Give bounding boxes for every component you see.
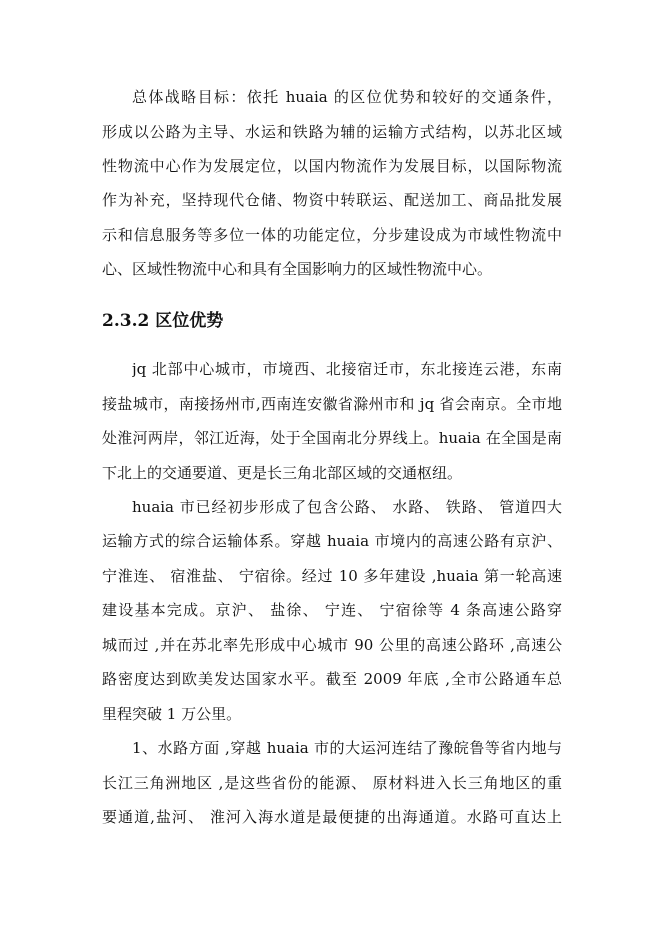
transport-line-6: 路密度达到欧美发达国家水平。截至 2009 年底 ,全市公路通车总 [102, 670, 562, 688]
transport-line-4: 建设基本完成。京沪、 盐徐、 宁连、 宁宿徐等 4 条高速公路穿 [102, 601, 562, 619]
strategy-line-3: 性物流中心作为发展定位，以国内物流作为发展目标，以国际物流 [102, 157, 562, 175]
location-line-3: 处淮河两岸，邻江近海，处于全国南北分界线上。huaia 在全国是南 [102, 429, 562, 447]
location-line-4: 下北上的交通要道、更是长三角北部区域的交通枢纽。 [102, 464, 463, 482]
location-line-2: 接盐城市，南接扬州市,西南连安徽省滁州市和 jq 省会南京。全市地 [102, 395, 562, 413]
strategy-line-4: 作为补充，坚持现代仓储、物资中转联运、配送加工、商品批发展 [102, 191, 562, 209]
transport-line-2: 运输方式的综合运输体系。穿越 huaia 市境内的高速公路有京沪、 [102, 532, 562, 550]
transport-line-3: 宁淮连、 宿淮盐、 宁宿徐。经过 10 多年建设 ,huaia 第一轮高速 [102, 567, 562, 585]
strategy-line-5: 示和信息服务等多位一体的功能定位，分步建设成为市域性物流中 [102, 226, 562, 244]
transport-line-5: 城而过 ,并在苏北率先形成中心城市 90 公里的高速公路环 ,高速公 [102, 636, 562, 654]
transport-line-1: huaia 市已经初步形成了包含公路、 水路、 铁路、 管道四大 [132, 498, 562, 516]
strategy-line-2: 形成以公路为主导、水运和铁路为辅的运输方式结构，以苏北区域 [102, 123, 562, 141]
transport-line-7: 里程突破 1 万公里。 [102, 705, 242, 723]
location-line-1: jq 北部中心城市，市境西、北接宿迁市，东北接连云港，东南 [132, 360, 562, 378]
waterway-line-3: 要通道,盐河、 淮河入海水道是最便捷的出海通道。水路可直达上 [102, 808, 562, 826]
waterway-line-2: 长江三角洲地区 ,是这些省份的能源、 原材料进入长三角地区的重 [102, 774, 562, 792]
strategy-line-6: 心、区域性物流中心和具有全国影响力的区域性物流中心。 [102, 260, 493, 278]
strategy-line-1: 总体战略目标：依托 huaia 的区位优势和较好的交通条件， [132, 88, 562, 106]
waterway-line-1: 1、水路方面 ,穿越 huaia 市的大运河连结了豫皖鲁等省内地与 [132, 739, 562, 757]
section-heading: 2.3.2 区位优势 [102, 311, 224, 331]
